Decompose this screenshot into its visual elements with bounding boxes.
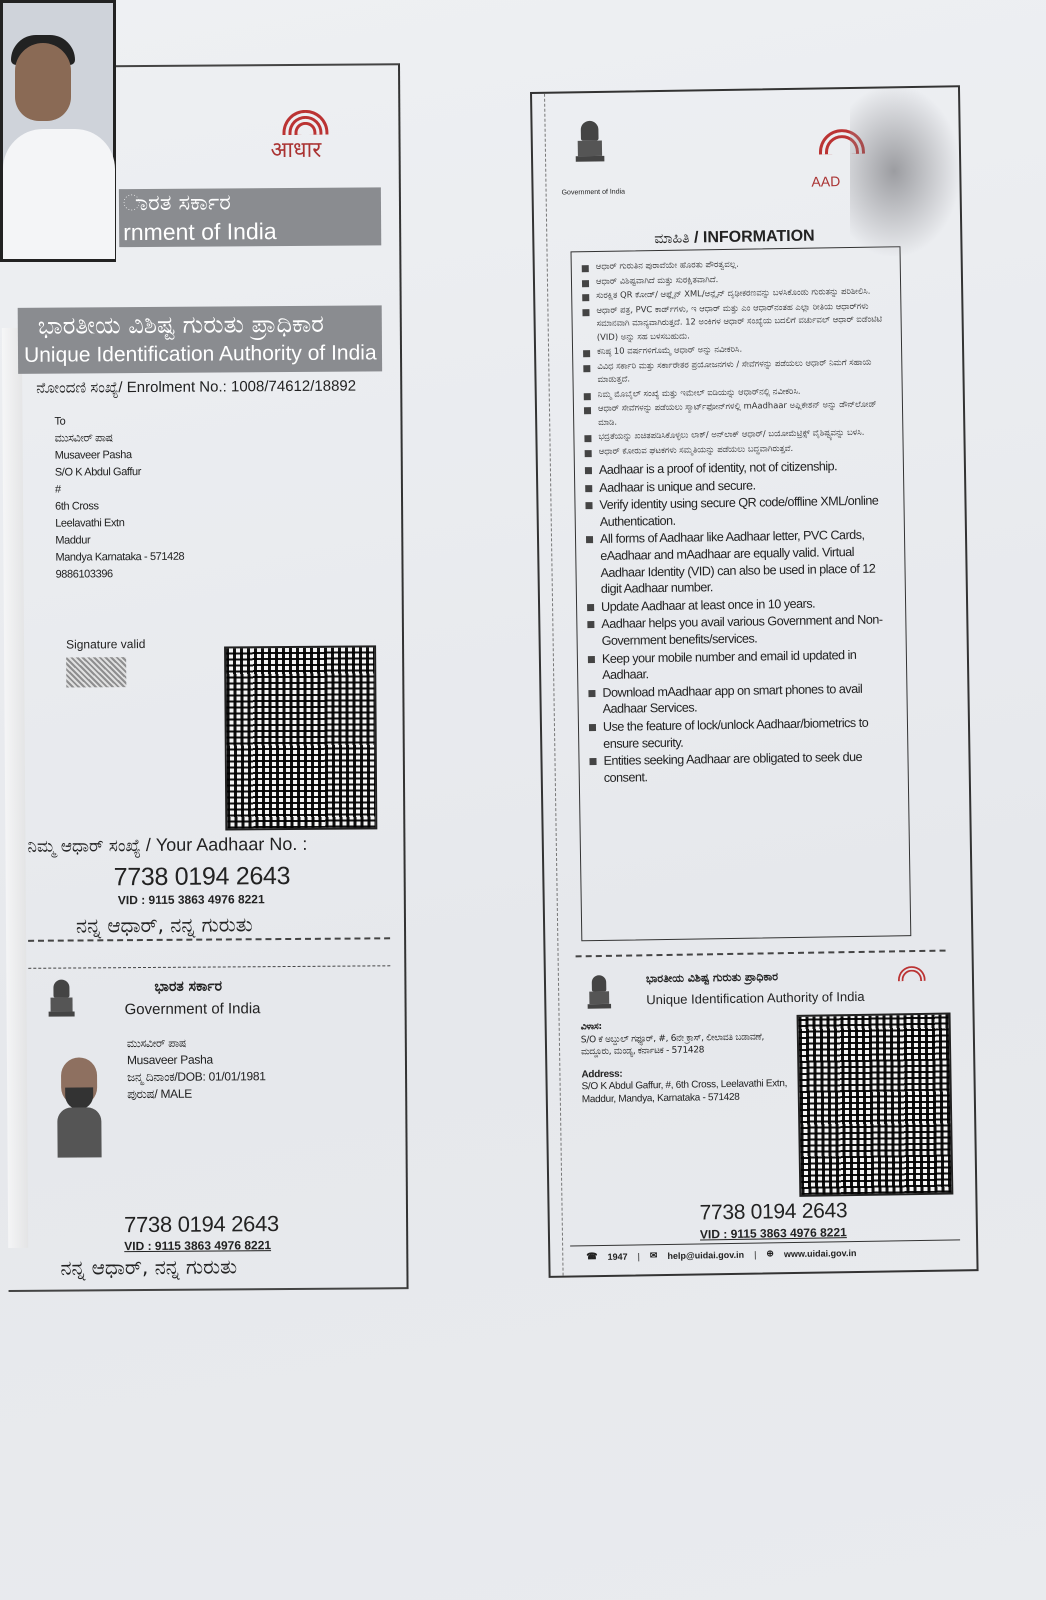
info-item-english: Aadhaar is a proof of identity, not of citizenship. (581, 457, 895, 479)
govt-name-english: rnment of India (123, 218, 277, 246)
globe-icon: ⊕ (766, 1248, 775, 1259)
address-line: Mandya Karnataka - 571428 (55, 550, 185, 564)
address-line: S/O K Abdul Gaffur (54, 466, 142, 479)
info-item-english: Use the feature of lock/unlock Aadhaar/biometrics to ensure security. (585, 714, 899, 752)
info-item-kannada: ಸುರಕ್ಷಿತ QR ಕೋಡ್/ ಆಫ್ಲೈನ್ XML/ಆನ್ಲೈನ್ ದೃಢೀಕರಣವನ್ನು ಬಳಸಿಕೊಂಡು ಗುರುತನ್ನು ಪರಿಶೀಲಿಸಿ. (578, 284, 892, 302)
info-item-kannada: ಆಧಾರ್ ಕೋರುವ ಘಟಕಗಳು ಸಮ್ಮತಿಯನ್ನು ಪಡೆಯಲು ಬದ್ಧವಾಗಿರುತ್ತವೆ. (581, 440, 895, 458)
address-line: ಮುಸವೀರ್ ಪಾಷ (54, 432, 113, 445)
website-url: www.uidai.gov.in (783, 1247, 857, 1259)
aadhaar-letter-right (530, 85, 979, 1278)
card-vid-number: VID : 9115 3863 4976 8221 (124, 1238, 272, 1254)
info-item-english: All forms of Aadhaar like Aadhaar letter, PVC Cards, eAadhaar and mAadhaar are equally valid. Virtual Aadhaar Identity (VID) can also be used in place of 12 digit Aadhaar number. (582, 527, 897, 598)
address-line: Maddur (55, 534, 91, 547)
national-emblem-icon (587, 975, 611, 1015)
govt-name-kannada: ಾರತ ಸರ್ಕಾರ (122, 190, 231, 217)
info-item-english: Verify identity using secure QR code/offline XML/online Authentication. (581, 492, 895, 530)
information-title (654, 228, 815, 249)
address-line: 6th Cross (55, 500, 99, 513)
your-aadhaar-label-kannada: ನಿಮ್ಮ ಆಧಾರ್ ಸಂಖ್ಯೆ (27, 836, 141, 857)
address-line: Musaveer Pasha (54, 449, 132, 462)
signature-label: Signature valid (65, 636, 146, 652)
address-line: 9886103396 (55, 568, 113, 581)
perforation-line (544, 94, 564, 1276)
your-aadhaar-label (27, 834, 307, 857)
aadhaar-logo-text: AAD (811, 173, 841, 190)
info-item-english: Aadhaar helps you avail various Government and Non- Government benefits/services. (583, 612, 897, 650)
aadhaar-logo-icon (892, 966, 935, 1003)
card-uidai-header (646, 969, 865, 1007)
help-email: help@uidai.gov.in (667, 1249, 745, 1261)
stain-mark (850, 86, 960, 256)
card-address (581, 1018, 792, 1106)
card-tagline-kannada: ನನ್ನ ಆಧಾರ್, ನನ್ನ ಗುರುತು (60, 1254, 238, 1280)
address-line: Leelavathi Extn (55, 517, 125, 530)
cut-line (28, 937, 390, 942)
information-list-english (581, 457, 900, 786)
holder-name-kannada: ಮುಸವೀರ್ ಪಾಷ (126, 1036, 187, 1051)
signature-stamp-icon (66, 657, 126, 687)
holder-name-english: Musaveer Pasha (126, 1052, 213, 1068)
vid-number: VID : 9115 3863 4976 8221 (117, 892, 265, 908)
cut-line-inner (28, 965, 390, 969)
card-government-header (124, 978, 260, 1018)
holder-gender: ಪುರುಷ/ MALE (127, 1086, 192, 1102)
address-line: # (54, 483, 61, 496)
info-item-kannada: ಆಧಾರ್ ವಿಶಿಷ್ಟವಾಗಿದೆ ಮತ್ತು ಸುರಕ್ಷಿತವಾಗಿದೆ. (578, 270, 892, 288)
info-item-english: Entities seeking Aadhaar are obligated to seek due consent. (585, 748, 899, 786)
information-list-kannada (578, 255, 895, 458)
recipient-address (54, 413, 184, 584)
info-item-english: Download mAadhaar app on smart phones to avail Aadhaar Services. (584, 680, 898, 718)
card-photo (57, 1057, 102, 1157)
aadhaar-logo-text: आधार (270, 137, 322, 164)
your-aadhaar-label-english: / Your Aadhaar No. : (140, 833, 308, 856)
uidai-name-english: Unique Identification Authority of India (23, 341, 377, 367)
mail-icon: ✉ (649, 1250, 658, 1261)
uidai-name-kannada: ಭಾರತೀಯ ವಿಶಿಷ್ಟ ಗುರುತು ಪ್ರಾಧಿಕಾರ (37, 309, 325, 340)
information-title-kannada: ಮಾಹಿತಿ (654, 230, 690, 248)
holder-photo (0, 0, 116, 262)
holder-dob: ಜನ್ಮ ದಿನಾಂಕ/DOB: 01/01/1981 (127, 1069, 266, 1085)
card-aadhaar-number: 7738 0194 2643 (124, 1211, 280, 1238)
address-line: To (54, 415, 66, 428)
info-item-english: Keep your mobile number and email id updated in Aadhaar. (584, 646, 898, 684)
tagline-kannada: ನನ್ನ ಆಧಾರ್, ನನ್ನ ಗುರುತು (75, 912, 253, 938)
qr-code-icon (224, 645, 377, 830)
uidai-banner (18, 305, 382, 374)
cut-line (576, 950, 946, 958)
address-english: S/O K Abdul Gaffur, #, 6th Cross, Leelavathi Extn, Maddur, Mandya, Karnataka - 571428 (581, 1078, 788, 1105)
card-aadhaar-number: 7738 0194 2643 (699, 1199, 848, 1225)
card-govt-kannada: ಭಾರತ ಸರ್ಕಾರ (154, 978, 223, 995)
national-emblem-icon (48, 980, 74, 1024)
emblem-caption: Government of India (561, 188, 626, 197)
card-vid-number: VID : 9115 3863 4976 8221 (699, 1225, 847, 1242)
info-item-kannada: ಕನಿಷ್ಠ 10 ವರ್ಷಗಳಿಗೊಮ್ಮೆ ಆಧಾರ್ ಅನ್ನು ನವೀಕರಿಸಿ. (579, 340, 893, 358)
information-box (571, 246, 912, 941)
card-uidai-english: Unique Identification Authority of India (646, 988, 865, 1008)
helpline-number: 1947 (607, 1251, 628, 1262)
card-footer: ☎ 1947 | ✉ help@uidai.gov.in | ⊕ www.uidai.gov.in (570, 1239, 960, 1267)
info-item-kannada: ವಿವಿಧ ಸರ್ಕಾರಿ ಮತ್ತು ಸರ್ಕಾರೇತರ ಪ್ರಯೋಜನಗಳು / ಸೇವೆಗಳನ್ನು ಪಡೆಯಲು ಆಧಾರ್ ನಿಮಗೆ ಸಹಾಯ ಮಾಡುತ್ತದೆ. (579, 355, 893, 387)
info-item-kannada: ಭದ್ರತೆಯನ್ನು ಖಚಿತಪಡಿಸಿಕೊಳ್ಳಲು ಲಾಕ್/ ಅನ್‌ಲಾಕ್ ಆಧಾರ್/ ಬಯೋಮೆಟ್ರಿಕ್ಸ್ ವೈಶಿಷ್ಟ್ಯವನ್ನು ಬಳಸಿ. (580, 425, 894, 443)
government-banner (119, 187, 381, 247)
address-label-kannada: ವಿಳಾಸ: (580, 1021, 602, 1033)
card-uidai-kannada: ಭಾರತೀಯ ವಿಶಿಷ್ಟ ಗುರುತು ಪ್ರಾಧಿಕಾರ (645, 970, 779, 986)
address-kannada: S/O ಕೆ ಅಬ್ದುಲ್ ಗಫ್ಫೂರ್, #, 6ನೇ ಕ್ರಾಸ್, ಲೀಲಾವತಿ ಬಡಾವಣೆ, ಮದ್ದೂರು, ಮಂಡ್ಯ, ಕರ್ನಾಟಕ - 571428 (580, 1031, 765, 1058)
aadhaar-logo-icon (268, 104, 338, 164)
national-emblem-icon (575, 121, 604, 170)
card-govt-english: Government of India (124, 1000, 261, 1019)
phone-icon: ☎ (586, 1251, 598, 1262)
info-item-kannada: ಆಧಾರ್ ಗುರುತಿನ ಪುರಾವೆಯೇ ಹೊರತು ಪೌರತ್ವವಲ್ಲ. (578, 255, 892, 273)
enrolment-number: ನೋಂದಣಿ ಸಂಖ್ಯೆ/ Enrolment No.: 1008/74612/18892 (36, 377, 357, 397)
address-label-english: Address: (581, 1068, 623, 1080)
info-item-kannada: ಆಧಾರ್ ಸೇವೆಗಳನ್ನು ಪಡೆಯಲು ಸ್ಮಾರ್ಟ್‌ಫೋನ್‌ಗಳಲ್ಲಿ mAadhaar ಅಪ್ಲಿಕೇಶನ್ ಅನ್ನು ಡೌನ್‌ಲೋಡ್ ಮಾಡಿ. (580, 397, 894, 429)
info-item-kannada: ಆಧಾರ್ ಪತ್ರ, PVC ಕಾರ್ಡ್‌ಗಳು, ಇ ಆಧಾರ್ ಮತ್ತು ಎಂ ಆಧಾರ್‌ನಂತಹ ಎಲ್ಲಾ ರೀತಿಯ ಆಧಾರ್‌ಗಳು ಸಮಾನವಾಗಿ ಮಾನ್ಯವಾಗಿರುತ್ತದೆ. 12 ಅಂಕಿಗಳ ಆಧಾರ್ ಸಂಖ್ಯೆಯ ಬದಲಿಗೆ ವರ್ಚುವಲ್ ಆಧಾರ್ ಐಡೆಂಟಿಟಿ (VID) ಅನ್ನು ಸಹ ಬಳಸಬಹುದು. (578, 299, 893, 344)
info-item-english: Update Aadhaar at least once in 10 years. (583, 594, 897, 616)
qr-code-icon (797, 1013, 954, 1197)
info-item-english: Aadhaar is unique and secure. (581, 475, 895, 497)
aadhaar-number: 7738 0194 2643 (113, 861, 291, 892)
card-holder-details (127, 1034, 266, 1103)
info-item-kannada: ನಿಮ್ಮ ಮೊಬೈಲ್ ಸಂಖ್ಯೆ ಮತ್ತು ಇಮೇಲ್ ಐಡಿಯನ್ನು ಆಧಾರ್‌ನಲ್ಲಿ ನವೀಕರಿಸಿ. (580, 383, 894, 401)
information-title-english: / INFORMATION (689, 227, 815, 247)
